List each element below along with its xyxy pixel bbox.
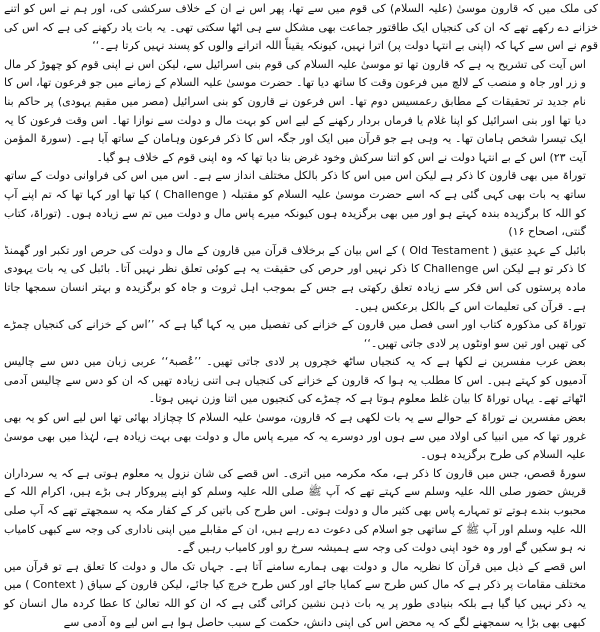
paragraph-treasure-keys: توراۃ کی مذکورہ کتاب اور اسی فصل میں قارون کے خزانے کی تفصیل میں یہ کہا گیا ہے کہ ’’اس کے خزانے کی کنجیاں چمڑے کی تھیں اور تین سو اونٹوں پر لادی جاتی تھیں۔‘‘ [4,318,586,350]
paragraph-torah-account: توراۃ میں بھی قارون کا ذکر ہے لیکن اس میں اس کا ذکر بالکل مختلف انداز سے ہے۔ اس میں اس کی فراوانی دولت کے ساتھ ساتھ یہ بات بھی کہی گئی ہے کہ اسے حضرت موسیٰ علیہ السلام کو مقتبلہ ( Challenge ) کیا تھا اور کہا تھا کہ تم اپنے آپ کو اللہ کا برگزیدہ بندہ کہتے ہو اور میں بھی برگزیدہ ہوں کیونکہ میرے پاس مال و دولت میں تم سے زیادہ ہوں۔ (توراۃ، کتاب گنتی، اصحاح ۱۶) [4,169,586,239]
paragraph-arab-commentators: بعض عرب مفسرین نے لکھا ہے کہ یہ کنجیاں ساٹھ خچروں پر لادی جاتی تھیں۔ ’’عُصبۃ‘‘ عربی زبان میں دس سے چالیس آدمیوں کو کہتے ہیں۔ اس کا مطلب یہ ہوا کہ قارون کے خزانے کی کنجیاں ہی اتنی زیادہ تھیں کہ ان کو دس سے چالیس آدمی اٹھاتے تھے۔ یہاں توراۃ کا بیان غلط معلوم ہوتا ہے کہ چمڑے کی کنجیوں میں اتنا وزن نہیں ہوتا۔ [4,355,586,406]
paragraph-verse-explanation: اس آیت کی تشریح یہ ہے کہ قارون تھا تو موسیٰ علیہ السلام کی قوم بنی اسرائیل سے، لیکن اس نے اپنی قوم کو چھوڑ کر مال و زر اور جاہ و منصب کے لالچ میں فرعون وقت کا ساتھ دیا تھا۔ حضرت موسیٰ علیہ السلام کے زمانے میں جو فرعون تھا، اس کا نام جدید تر تحقیقات کے مطابق رعمسیس دوم تھا۔ اس فرعون نے قارون کو بنی اسرائیل (مصر میں مقیم یہودی) پر حاکم بنا دیا تھا اور بنی اسرائیل کو اپنا غلام یا فرماں بردار رکھنے کے لیے اس کو بہت مال و دولت سے نوازا تھا۔ اس وقت فرعون کا یہ ایک تیسرا شخص ہامان تھا۔ یہ وہی ہے جو قرآن میں ایک اور جگہ اس کا ذکر فرعون وہامان کے ساتھ آیا ہے۔ (سورۃ المؤمن آیت ۲۳) اس کے بے انتہا دولت نے اس کو اتنا سرکش وخود غرض بنا دیا تھا کہ وہ اپنی قوم کے خلاف ہو گیا۔ [4,57,586,164]
paragraph-surah-qasas-context: سورۂ قصص، جس میں قارون کا ذکر ہے، مکہ مکرمہ میں اتری۔ اس قصے کی شان نزول یہ معلوم ہوتی ہے کہ یہ سرداران قریش حضور صلی اللہ علیہ وسلم سے کہتے تھے کہ آپ ﷺ صلی اللہ علیہ وسلم کو اپنے پیروکار ہی بڑے ہیں، اکرام اللہ کے محبوب بندے ہوتے تو تمہارے پاس بھی کثیر مال و دولت ہوتی۔ اس طرح کی باتیں کر کے کفار مکہ یہ سمجھتے تھے کہ آپ صلی اللہ علیہ وسلم اور آپ ﷺ کے ساتھی جو اسلام کی دعوت دے رہے ہیں، ان کے مقابلے میں اپنی ناداری کی وجہ سے کبھی کامیاب نہ ہو سکیں گے اور وہ خود اپنی دولت کی وجہ سے ہمیشہ سرخ رو اور کامیاب رہیں گے۔ [4,466,586,555]
paragraph-quran-verse-continuation: کی ملک میں کہ قارون موسیٰ (علیہ السلام) کی قوم میں سے تھا، پھر اس نے ان کے خلاف سرکشی کی، اور ہم نے اس کو اتنے خزانے دے رکھے تھے کہ ان کی کنجیاں ایک طاقتور جماعت بھی مشکل سے ہی اٹھا سکتی تھی۔ یہ بات یاد رکھنے کی ہے کہ اس کی قوم نے اس سے کہا کہ (اپنی بے انتہا دولت پر) اترا نہیں، کیونکہ یقیناً اللہ اترانے والوں کو پسند نہیں کرتا ہے۔‘‘ [4,2,598,53]
paragraph-quranic-view-of-wealth: اس قصے کے ذیل میں قرآن کا نظریہ مال و دولت بھی ہمارے سامنے آتا ہے۔ جہاں تک مال و دولت کا تعلق ہے تو قرآن میں مختلف مقامات پر ذکر ہے کہ مال کس طرح سے کمایا جائے اور کس طرح خرچ کیا جائے، لیکن قارون کے سیاق ( Context ) میں یہ ذکر نہیں کیا گیا ہے بلکہ بنیادی طور پر یہ بات ذہن نشین کرائی گئی ہے کہ ان کو اللہ تعالیٰ کا عطا کردہ مال انسان کو کبھی بھی بڑا یہ سمجھنے لگے کہ یہ محض اس کی اپنی دانش، حکمت کے سبب حاصل ہوا ہے اس لیے وہ آدمی سے [4,559,586,629]
paragraph-old-testament-comparison: بائبل کے عہدِ عتیق ( Old Testament ) کے اس بیان کے برخلاف قرآن میں قارون کے مال و دولت کی حرص اور تکبر اور گھمنڈ کا ذکر تو ہے لیکن اس Challenge کا ذکر نہیں اور حرص کی حقیقت یہ ہے کوئی تعلق نظر نہیں آتا۔ بائبل کی یہ بات یہودی مادہ پرستوں کی اس فکر سے زیادہ تعلق رکھتی ہے جس کے بموجب اہل ثروت و جاہ کو برگزیدہ و بہتر انسان سمجھا جاتا ہے۔ قرآن کی تعلیمات اس کے بالکل برعکس ہیں۔ [4,243,586,313]
paragraph-cousin-claim: بعض مفسرین نے توراۃ کے حوالے سے یہ بات لکھی ہے کہ قارون، موسیٰ علیہ السلام کا چچازاد بھائی تھا اس لیے اس کو یہ بھی غرور تھا کہ میں انبیا کی اولاد میں سے ہوں اور دوسرے یہ کہ میرے پاس مال و دولت بھی بہت زیادہ ہے، لہٰذا میں بھی موسیٰ علیہ السلام کی طرح برگزیدہ ہوں۔ [4,411,586,462]
